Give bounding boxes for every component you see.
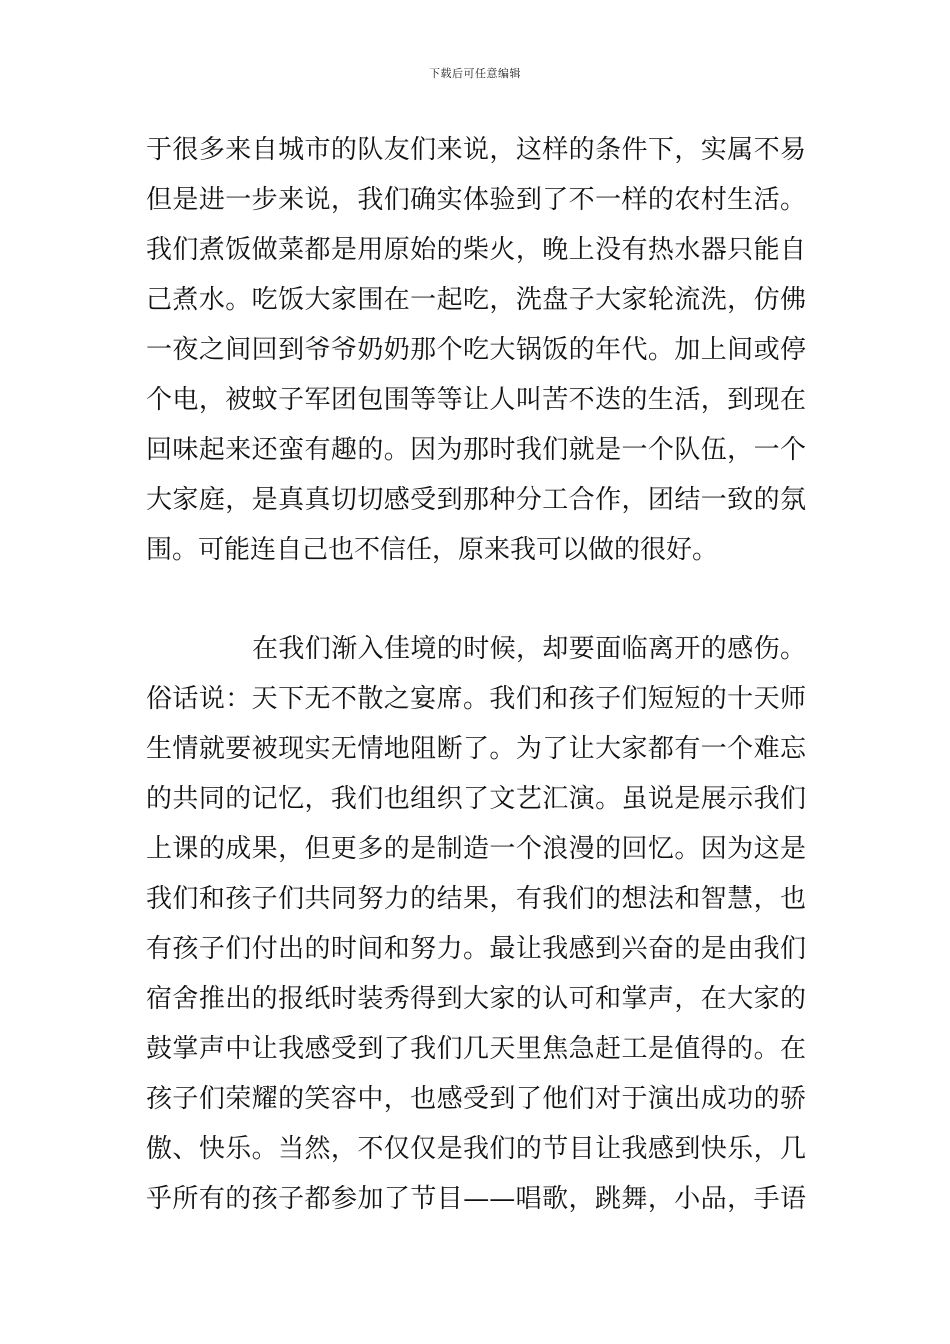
text-line: 上课的成果，但更多的是制造一个浪漫的回忆。因为这是 [146, 834, 806, 864]
text-line: 我们和孩子们共同努力的结果，有我们的想法和智慧，也 [146, 884, 806, 914]
text-line: 大家庭，是真真切切感受到那种分工合作，团结一致的氛 [146, 485, 806, 515]
text-line: 孩子们荣耀的笑容中，也感受到了他们对于演出成功的骄 [146, 1084, 806, 1114]
text-line: 个电，被蚊子军团包围等等让人叫苦不迭的生活，到现在 [146, 385, 806, 415]
text-line: 俗话说：天下无不散之宴席。我们和孩子们短短的十天师 [146, 684, 806, 714]
text-line: 鼓掌声中让我感受到了我们几天里焦急赶工是值得的。在 [146, 1034, 806, 1064]
text-line: 傲、快乐。当然，不仅仅是我们的节目让我感到快乐，几 [146, 1134, 806, 1164]
text-line: 回味起来还蛮有趣的。因为那时我们就是一个队伍，一个 [146, 435, 806, 465]
text-line: 于很多来自城市的队友们来说，这样的条件下，实属不易 [146, 135, 806, 165]
text-line: 一夜之间回到爷爷奶奶那个吃大锅饭的年代。加上间或停 [146, 335, 806, 365]
text-line: 围。可能连自己也不信任，原来我可以做的很好。 [146, 535, 719, 565]
text-line: 乎所有的孩子都参加了节目——唱歌，跳舞，小品，手语 [146, 1184, 806, 1214]
text-line: 的共同的记忆，我们也组织了文艺汇演。虽说是展示我们 [146, 784, 806, 814]
page-header: 下载后可任意编辑 [429, 67, 521, 80]
text-line: 在我们渐入佳境的时候，却要面临离开的感伤。 [252, 634, 806, 664]
text-line: 我们煮饭做菜都是用原始的柴火，晚上没有热水器只能自 [146, 235, 806, 265]
text-line: 生情就要被现实无情地阻断了。为了让大家都有一个难忘 [146, 734, 806, 764]
text-line: 有孩子们付出的时间和努力。最让我感到兴奋的是由我们 [146, 934, 806, 964]
text-line: 宿舍推出的报纸时装秀得到大家的认可和掌声，在大家的 [146, 984, 806, 1014]
paragraph-1 [146, 125, 806, 575]
text-line: 但是进一步来说，我们确实体验到了不一样的农村生活。 [146, 185, 806, 215]
text-line: 己煮水。吃饭大家围在一起吃，洗盘子大家轮流洗，仿佛 [146, 285, 806, 315]
paragraph-2 [146, 624, 806, 1224]
